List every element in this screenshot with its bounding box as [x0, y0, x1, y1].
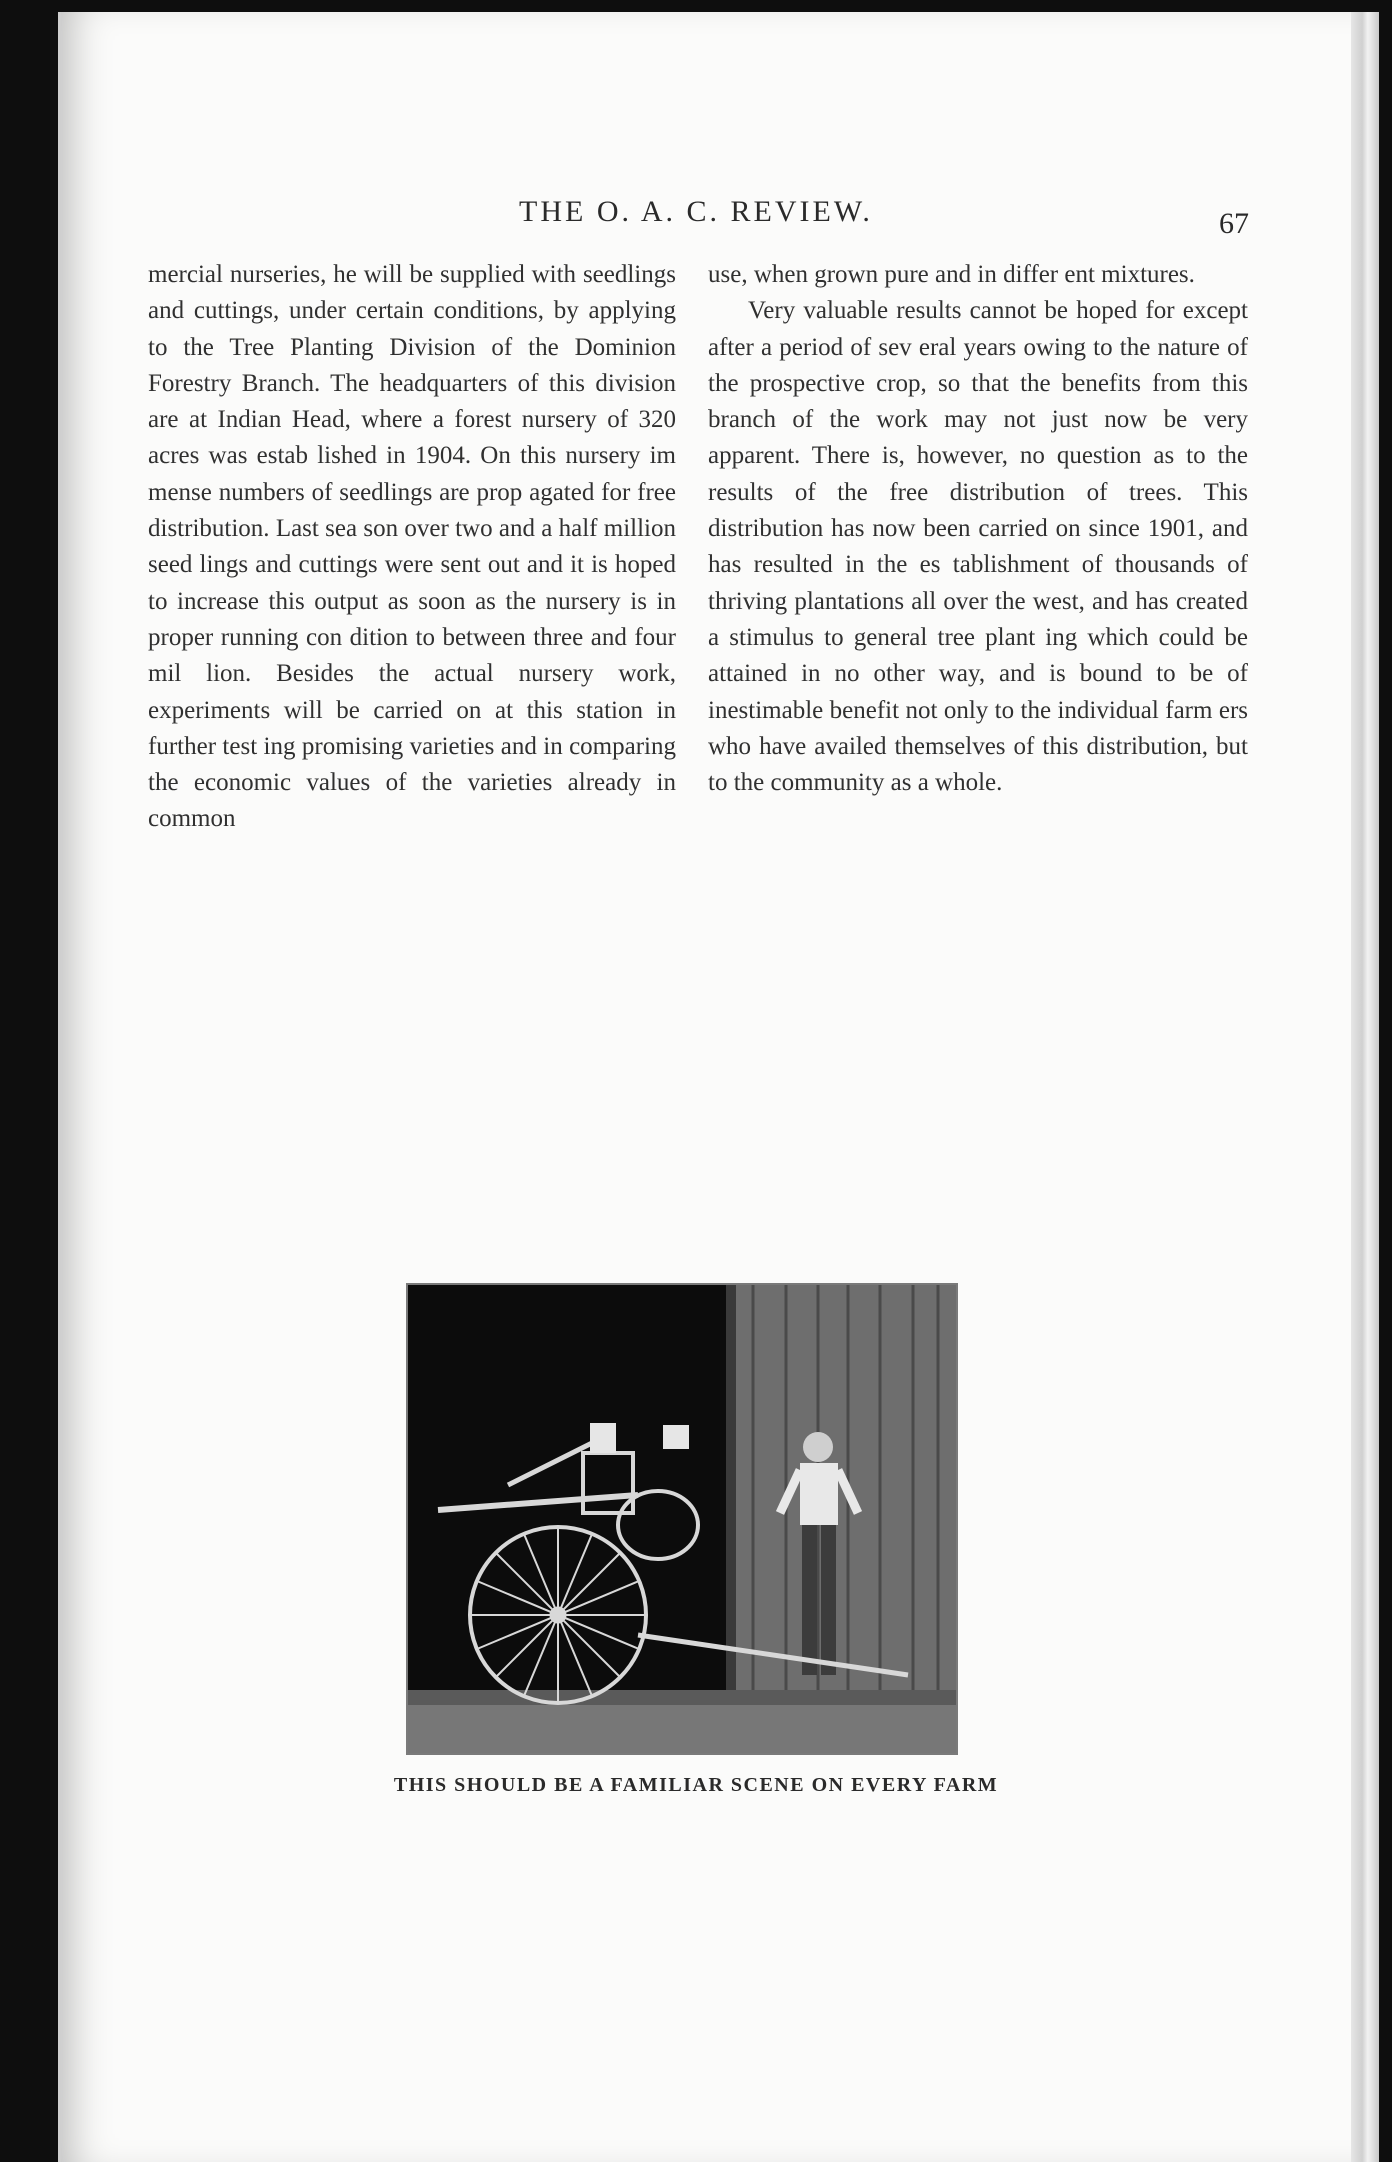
right-paragraph-2: Very valuable results cannot be hoped for except after a period of sev eral years owing to the nature of the prospective crop, so that the benefits from this branch of the work may not just now be very apparent. There is, however, no question as to the results of the free distribution of trees. This distribution has now been carried on since 1901, and has resulted in the es tablishment of thousands of thriving plantations all over the west, and has created a stimulus to general tree plant ing which could be attained in no other way, and is bound to be of inestimable benefit not only to the individual farm ers who have availed themselves of this distribution, but to the community as a whole.	[708, 297, 1248, 797]
photo-frame	[406, 1283, 958, 1755]
left-column	[148, 257, 676, 838]
left-paragraph: mercial nurseries, he will be supplied with seedlings and cuttings, under certain conditions, by applying to the Tree Planting Division of the Dominion Forestry Branch. The headquarters of this division are at Indian Head, where a forest nursery of 320 acres was estab lished in 1904. On this nursery im mense numbers of seedlings are prop agated for free distribution. Last sea son over two and a half million seed lings and cuttings were sent out and it is hoped to increase this output as soon as the nursery is in proper running con dition to between three and four mil lion. Besides the actual nursery work, experiments will be carried on at this station in further test ing promising varieties and in comparing the economic values of the varieties already in common	[148, 261, 676, 833]
running-head: THE O. A. C. REVIEW.	[519, 195, 873, 228]
right-paragraph-1: use, when grown pure and in differ ent mixtures.	[708, 261, 1195, 288]
photo-barn-seeder	[408, 1285, 956, 1753]
page-edge	[1351, 12, 1379, 2162]
right-column	[708, 257, 1248, 801]
figure-caption: THIS SHOULD BE A FAMILIAR SCENE ON EVERY FARM	[393, 1774, 999, 1796]
page-number: 67	[1219, 207, 1249, 240]
